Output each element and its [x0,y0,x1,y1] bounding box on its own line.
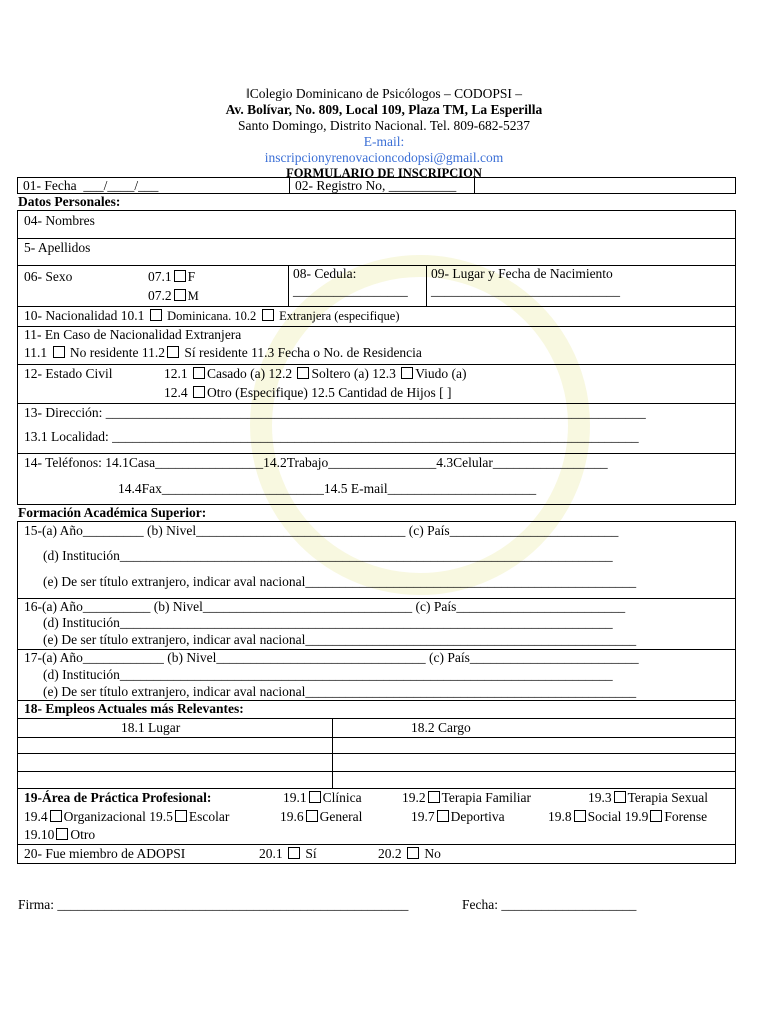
formacion-heading: Formación Académica Superior: [18,505,207,520]
area-deportiva[interactable]: 19.7 Deportiva [411,809,505,824]
datos-personales-heading: Datos Personales: [18,194,121,209]
area-clinica[interactable]: 19.1 Clínica [283,790,362,805]
area-org-escolar[interactable]: 19.4 Organizacional 19.5 Escolar [24,809,230,824]
nombres-field[interactable]: 04- Nombres [24,213,95,228]
empleos-title: 18- Empleos Actuales más Relevantes: [24,701,244,716]
area-practica-box [17,788,736,845]
f16-aval[interactable]: (e) De ser título extranjero, indicar aval nacional_________________________________________________ [43,632,637,647]
checkbox-no-residente[interactable] [53,346,65,358]
f16-ano-nivel-pais[interactable]: 16-(a) Año__________ (b) Nivel_______________________________ (c) País_________________________ [24,599,626,614]
checkbox-general[interactable] [306,810,318,822]
checkbox-otro-area[interactable] [56,828,68,840]
estado-civil-row2: 12.4 Otro (Especifique) 12.5 Cantidad de Hijos [ ] [164,385,452,400]
f15-institucion[interactable]: (d) Institución_________________________________________________________________________ [43,548,613,563]
nacionalidad-row: 10- Nacionalidad 10.1 Dominicana. 10.2 Extranjera (especifique) [24,308,400,323]
f17-aval[interactable]: (e) De ser título extranjero, indicar aval nacional_________________________________________________ [43,684,637,699]
fecha-field[interactable]: 01- Fecha ___/____/___ [23,178,159,193]
checkbox-sexual[interactable] [614,791,626,803]
checkbox-social[interactable] [574,810,586,822]
checkbox-familiar[interactable] [428,791,440,803]
checkbox-soltero[interactable] [297,367,309,379]
f17-ano-nivel-pais[interactable]: 17-(a) Año____________ (b) Nivel_______________________________ (c) País_________________________ [24,650,639,665]
area-social-forense[interactable]: 19.8 Social 19.9 Forense [548,809,708,824]
datos-personales-table [17,210,736,505]
checkbox-casado[interactable] [193,367,205,379]
row-fecha-registro [17,177,736,194]
header-city: Santo Domingo, Distrito Nacional. Tel. 809-682-5237 [237,118,531,133]
telefonos-row2[interactable]: 14.4Fax________________________14.5 E-mail______________________ [118,481,537,496]
area-familiar[interactable]: 19.2 Terapia Familiar [402,790,532,805]
sexo-f-option[interactable]: 07.1 F [148,269,196,284]
f15-aval[interactable]: (e) De ser título extranjero, indicar aval nacional_________________________________________________ [43,574,637,589]
apellidos-field[interactable]: 5- Apellidos [24,240,91,255]
estado-civil-label: 12- Estado Civil [24,366,113,381]
checkbox-otro-estado[interactable] [193,386,205,398]
checkbox-forense[interactable] [650,810,662,822]
estado-civil-row1: 12.1 Casado (a) 12.2 Soltero (a) 12.3 Viudo (a) [164,366,467,381]
telefonos-row1[interactable]: 14- Teléfonos: 14.1Casa________________14.2Trabajo________________4.3Celular_________________ [24,455,608,470]
f15-ano-nivel-pais[interactable]: 15-(a) Año_________ (b) Nivel_______________________________ (c) País_________________________ [24,523,619,538]
empleos-lugar-header: 18.1 Lugar [121,720,181,735]
direccion-field[interactable]: 13- Dirección: ________________________________________________________________________________ [24,405,646,420]
adopsi-row [17,844,736,864]
residencia-row: 11.1 No residente 11.2 Sí residente 11.3 Fecha o No. de Residencia [24,345,422,360]
checkbox-f[interactable] [174,270,186,282]
checkbox-extranjera[interactable] [262,309,274,321]
checkbox-si-residente[interactable] [167,346,179,358]
empleos-cargo-header: 18.2 Cargo [411,720,471,735]
f16-institucion[interactable]: (d) Institución_________________________________________________________________________ [43,615,613,630]
sexo-label: 06- Sexo [24,269,73,284]
fecha-firma-field[interactable]: Fecha: ____________________ [462,897,637,912]
formacion-table [17,521,736,701]
email-label: E-mail: [363,134,405,149]
nacimiento-label: 09- Lugar y Fecha de Nacimiento [431,266,613,281]
checkbox-escolar[interactable] [175,810,187,822]
localidad-field[interactable]: 13.1 Localidad: ______________________________________________________________________________ [24,429,639,444]
f17-institucion[interactable]: (d) Institución_________________________________________________________________________ [43,667,613,682]
form-title: FORMULARIO DE INSCRIPCION [286,166,482,180]
area-title: 19-Área de Práctica Profesional: [24,790,212,805]
firma-field[interactable]: Firma: ____________________________________________________ [18,897,409,912]
empleos-table [17,700,736,789]
nacimiento-field[interactable]: ____________________________ [431,283,620,298]
checkbox-m[interactable] [174,289,186,301]
sexo-m-option[interactable]: 07.2 M [148,288,199,303]
cedula-label: 08- Cedula: [293,266,357,281]
email-link[interactable]: inscripcionyrenovacioncodopsi@gmail.com [264,150,504,165]
adopsi-label: 20- Fue miembro de ADOPSI [24,846,186,861]
checkbox-adopsi-si[interactable] [288,847,300,859]
checkbox-clinica[interactable] [309,791,321,803]
area-otro[interactable]: 19.10 Otro [24,827,96,842]
header-address: Av. Bolívar, No. 809, Local 109, Plaza TM, La Esperilla [225,102,543,117]
header-line1: ‖Colegio Dominicano de Psicólogos – CODOPSI – [245,86,523,101]
registro-field[interactable]: 02- Registro No, __________ [295,178,457,193]
adopsi-si[interactable]: 20.1 Sí [259,846,317,861]
area-sexual[interactable]: 19.3 Terapia Sexual [588,790,709,805]
checkbox-adopsi-no[interactable] [407,847,419,859]
adopsi-no[interactable]: 20.2 No [378,846,441,861]
checkbox-dominicana[interactable] [150,309,162,321]
cedula-field[interactable]: _________________ [293,283,408,298]
area-general[interactable]: 19.6 General [280,809,363,824]
checkbox-organizacional[interactable] [50,810,62,822]
extranjera-title: 11- En Caso de Nacionalidad Extranjera [24,327,242,342]
checkbox-deportiva[interactable] [437,810,449,822]
checkbox-viudo[interactable] [401,367,413,379]
header [0,86,768,180]
